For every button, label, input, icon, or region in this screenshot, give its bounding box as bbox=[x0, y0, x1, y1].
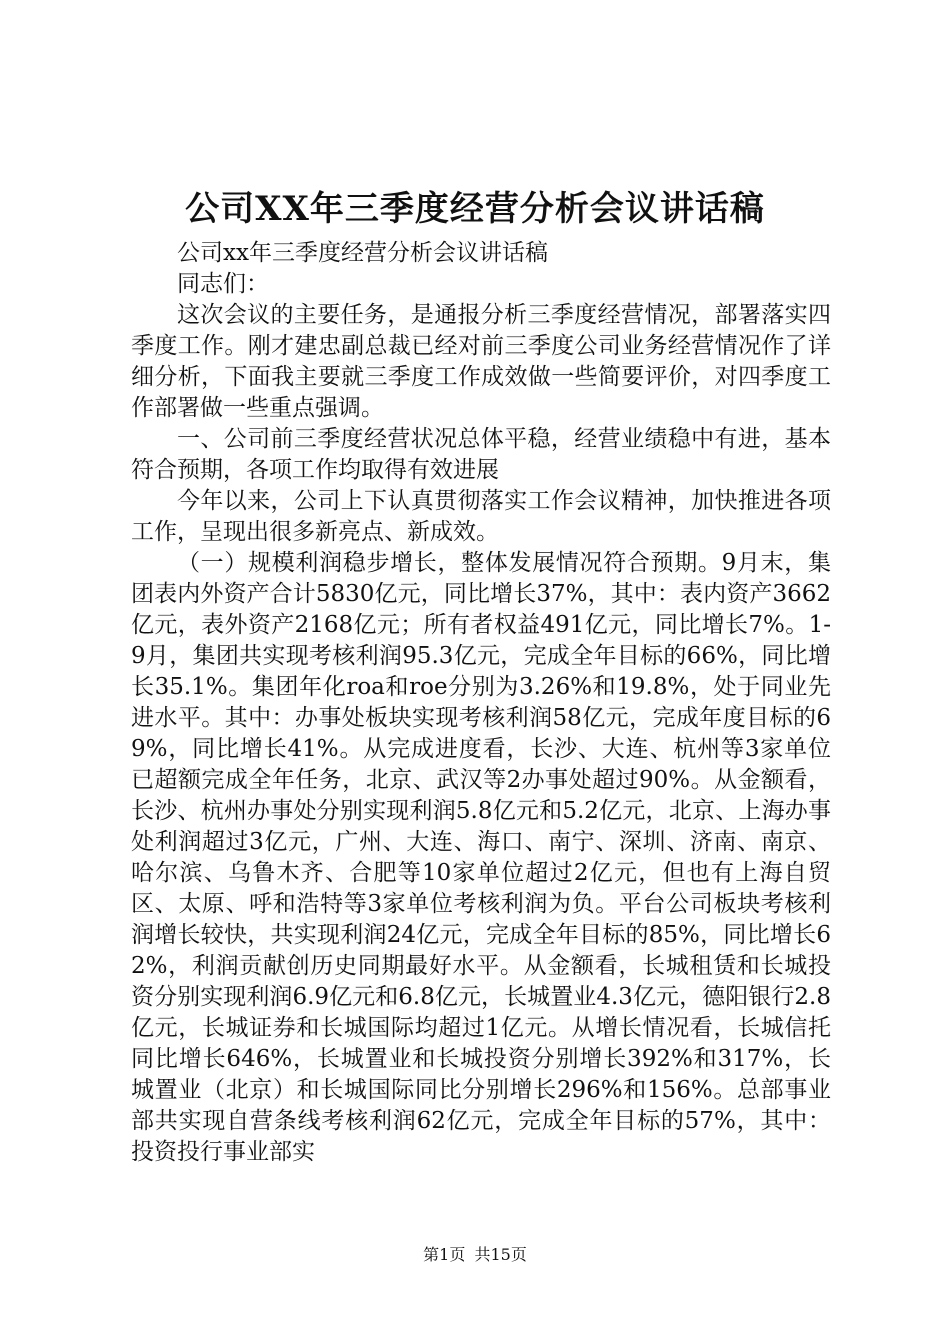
paragraph-overview: 今年以来，公司上下认真贯彻落实工作会议精神，加快推进各项工作，呈现出很多新亮点、新成效。 bbox=[131, 488, 831, 545]
paragraph-intro: 这次会议的主要任务，是通报分析三季度经营情况，部署落实四季度工作。刚才建忠副总裁已经对前三季度公司业务经营情况作了详细分析，下面我主要就三季度工作成效做一些简要评价，对四季度工作部署做一些重点强调。 bbox=[131, 302, 831, 421]
page-footer bbox=[0, 1244, 950, 1266]
document-title: 公司XX年三季度经营分析会议讲话稿 bbox=[185, 189, 765, 229]
paragraph-section-heading: 一、公司前三季度经营状况总体平稳，经营业绩稳中有进，基本符合预期，各项工作均取得有效进展 bbox=[131, 426, 831, 483]
page-number: 第1页 bbox=[423, 1245, 466, 1264]
paragraph-subtitle: 公司xx年三季度经营分析会议讲话稿 bbox=[177, 240, 548, 266]
paragraph-salutation: 同志们： bbox=[177, 271, 269, 297]
document-body bbox=[131, 238, 831, 1168]
paragraph-scale-profit: （一）规模利润稳步增长，整体发展情况符合预期。9月末，集团表内外资产合计5830亿元，同比增长37%，其中：表内资产3662亿元，表外资产2168亿元；所有者权益491亿元，同比增长7%。1-9月，集团共实现考核利润95.3亿元，完成全年目标的66%，同比增长35.1%。集团年化roa和roe分别为3.26%和19.8%，处于同业先进水平。其中：办事处板块实现考核利润58亿元，完成年度目标的69%，同比增长41%。从完成进度看，长沙、大连、杭州等3家单位已超额完成全年任务，北京、武汉等2办事处超过90%。从金额看，长沙、杭州办事处分别实现利润5.8亿元和5.2亿元，北京、上海办事处利润超过3亿元，广州、大连、海口、南宁、深圳、济南、南京、哈尔滨、乌鲁木齐、合肥等10家单位超过2亿元，但也有上海自贸区、太原、呼和浩特等3家单位考核利润为负。平台公司板块考核利润增长较快，共实现利润24亿元，完成全年目标的85%，同比增长62%，利润贡献创历史同期最好水平。从金额看，长城租赁和长城投资分别实现利润6.9亿元和6.8亿元，长城置业4.3亿元，德阳银行2.8亿元，长城证券和长城国际均超过1亿元。从增长情况看，长城信托同比增长646%，长城置业和长城投资分别增长392%和317%，长城置业（北京）和长城国际同比分别增长296%和156%。总部事业部共实现自营条线考核利润62亿元，完成全年目标的57%，其中：投资投行事业部实 bbox=[131, 550, 831, 1165]
page-total: 共15页 bbox=[474, 1245, 527, 1264]
